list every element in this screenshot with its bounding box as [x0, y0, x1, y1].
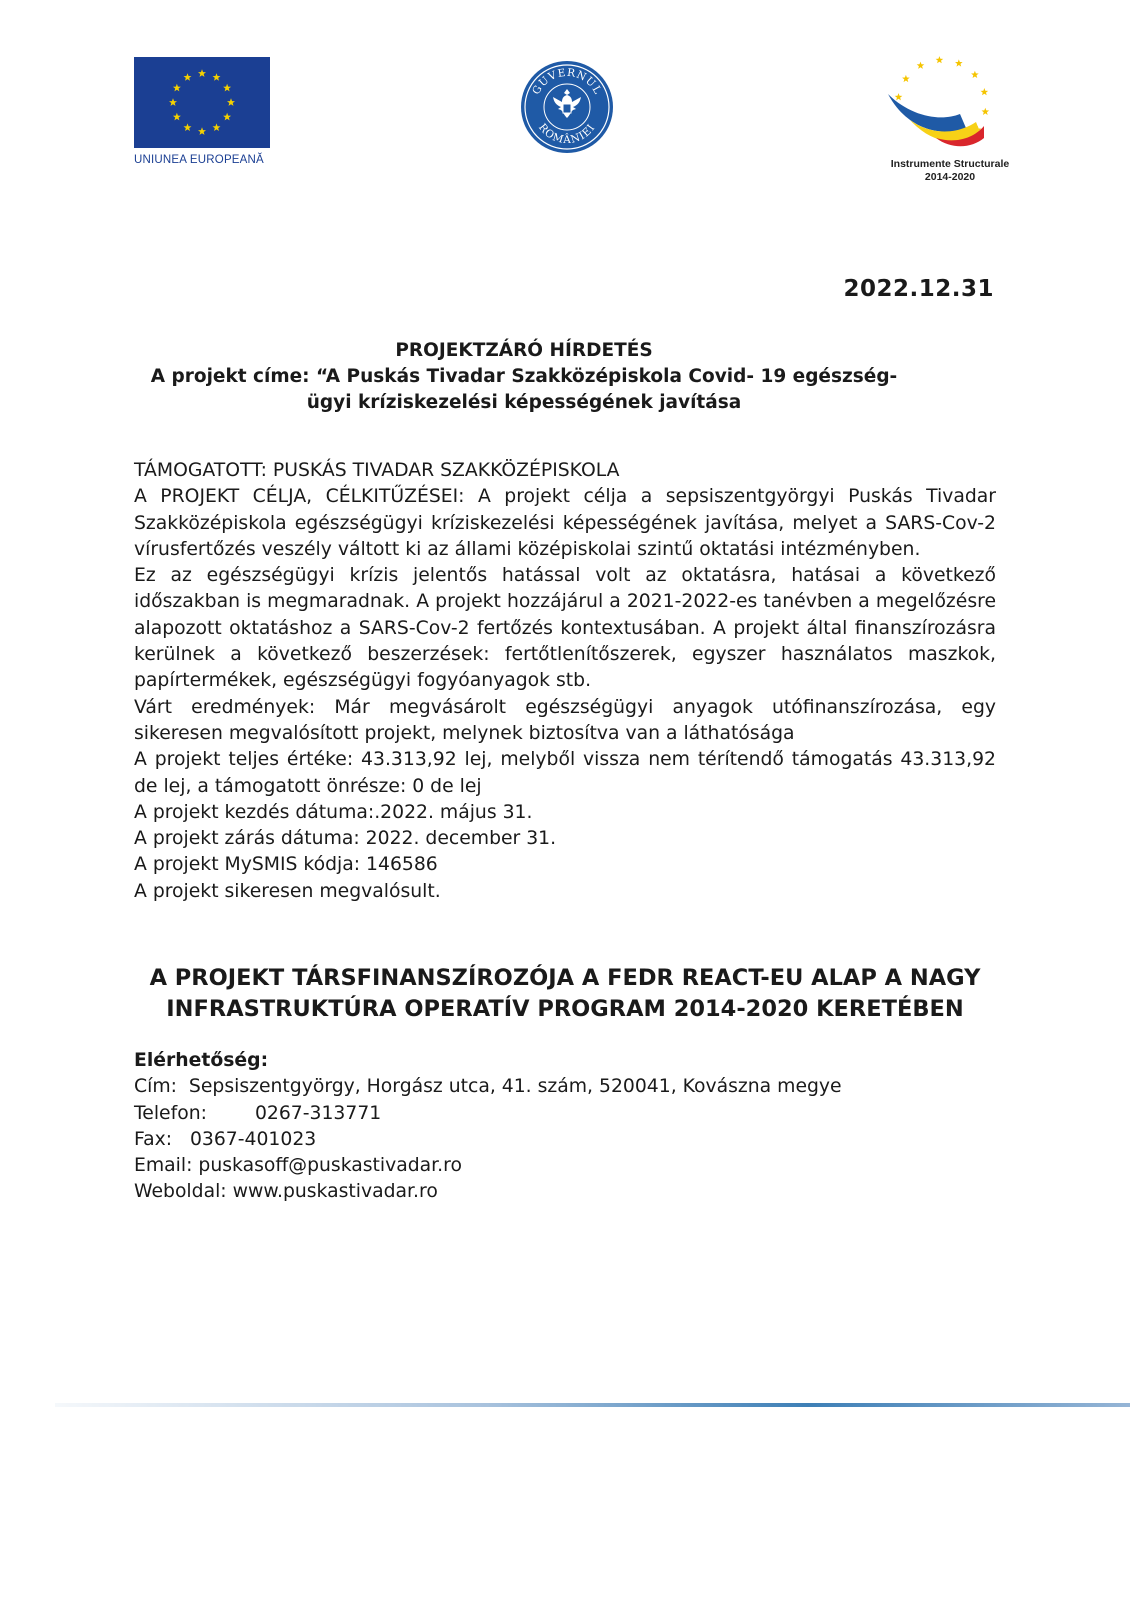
project-status: A projekt sikeresen megvalósult.	[134, 880, 441, 902]
phone-value: 0267-313771	[254, 1102, 382, 1124]
end-date: A projekt zárás dátuma: 2022. december 31.	[134, 828, 557, 850]
footer-divider	[55, 1403, 1130, 1407]
contact-phone	[134, 1101, 996, 1127]
document-title	[134, 338, 914, 416]
funding-statement	[134, 963, 996, 1025]
title-project-line1: A projekt címe: “A Puskás Tivadar Szakközépiskola Covid- 19 egészség-	[150, 366, 898, 387]
structural-instruments-years: 2014-2020	[924, 171, 976, 183]
address-value: Sepsiszentgyörgy, Horgász utca, 41. szám, 520041, Kovászna megye	[188, 1076, 842, 1098]
document-body	[134, 458, 996, 905]
contact-fax	[134, 1127, 996, 1153]
title-heading: PROJEKTZÁRÓ HÍRDETÉS	[395, 340, 653, 361]
contact-email	[134, 1153, 996, 1179]
contact-section	[134, 1048, 996, 1206]
is-star-icon	[936, 56, 944, 63]
structural-instruments-icon	[880, 54, 1020, 154]
is-star-icon	[917, 62, 925, 69]
web-value: www.puskastivadar.ro	[232, 1181, 438, 1203]
web-label: Weboldal:	[134, 1181, 227, 1203]
funding-line1: A PROJEKT TÁRSFINANSZÍROZÓJA A FEDR REACT-EU ALAP A NAGY	[149, 965, 981, 991]
contact-address	[134, 1074, 996, 1100]
project-impact: Ez az egészségügyi krízis jelentős hatással volt az oktatásra, hatásai a következő időszakban is megmaradnak. A projekt hozzájárul a 2021-2022-es tanévben a megelőzésre alapozott oktatáshoz a SARS-Cov-2 fertőzés kontextusában. A projekt által finanszírozásra kerülnek a következő beszerzések: fertőtlenítőszerek, egyszer használatos maszkok, papírtermékek, egészségügyi fogyóanyagok stb.	[134, 565, 996, 692]
title-project-line2: ügyi kríziskezelési képességének javítása	[306, 392, 742, 413]
email-label: Email:	[134, 1155, 193, 1177]
fax-value: 0367-401023	[189, 1128, 317, 1150]
address-label: Cím:	[134, 1076, 177, 1098]
eu-logo	[134, 57, 270, 166]
structural-instruments-caption: Instrumente Structurale	[890, 158, 1010, 170]
expected-results: Várt eredmények: Már megvásárolt egészségügyi anyagok utófinanszírozása, egy sikeresen megvalósított projekt, melynek biztosítva van a láthatósága	[134, 696, 996, 744]
mysmis-code: A projekt MySMIS kódja: 146586	[134, 854, 438, 876]
eu-flag-icon	[134, 57, 270, 148]
is-star-icon	[982, 108, 990, 115]
document-date: 2022.12.31	[843, 276, 994, 302]
email-value: puskasoff@puskastivadar.ro	[198, 1155, 462, 1177]
contact-website	[134, 1179, 996, 1205]
start-date: A projekt kezdés dátuma:.2022. május 31.	[134, 801, 533, 823]
seal-text-bottom: ROMÂNIEI	[536, 121, 598, 147]
government-seal-icon	[520, 60, 614, 154]
is-star-icon	[971, 71, 979, 78]
project-objectives: A PROJEKT CÉLJA, CÉLKITŰZÉSEI: A projekt célja a sepsiszentgyörgyi Puskás Tivadar Szakközépiskola egészségügyi kríziskezelési képességének javítása, melyet a SARS-Cov-2 vírusfertőzés veszély váltott ki az állami középiskolai szintű oktatási intézményben.	[134, 486, 996, 560]
is-star-icon	[902, 75, 910, 82]
project-value: A projekt teljes értéke: 43.313,92 lej, melyből vissza nem térítendő támogatás 43.313,92 de lej, a támogatott önrésze: 0 de lej	[134, 749, 996, 797]
contact-heading: Elérhetőség:	[134, 1050, 269, 1071]
eu-caption: UNIUNEA EUROPEANĂ	[134, 154, 264, 166]
structural-instruments-logo	[880, 54, 1020, 184]
fax-label: Fax:	[134, 1128, 173, 1150]
funding-line2: INFRASTRUKTÚRA OPERATÍV PROGRAM 2014-2020 KERETÉBEN	[166, 996, 964, 1022]
phone-label: Telefon:	[134, 1102, 207, 1124]
beneficiary: TÁMOGATOTT: PUSKÁS TIVADAR SZAKKÖZÉPISKOLA	[134, 460, 620, 481]
is-star-icon	[895, 93, 903, 100]
is-star-icon	[981, 88, 989, 95]
seal-text-top: GUVERNUL	[530, 66, 604, 97]
is-star-icon	[955, 59, 963, 66]
